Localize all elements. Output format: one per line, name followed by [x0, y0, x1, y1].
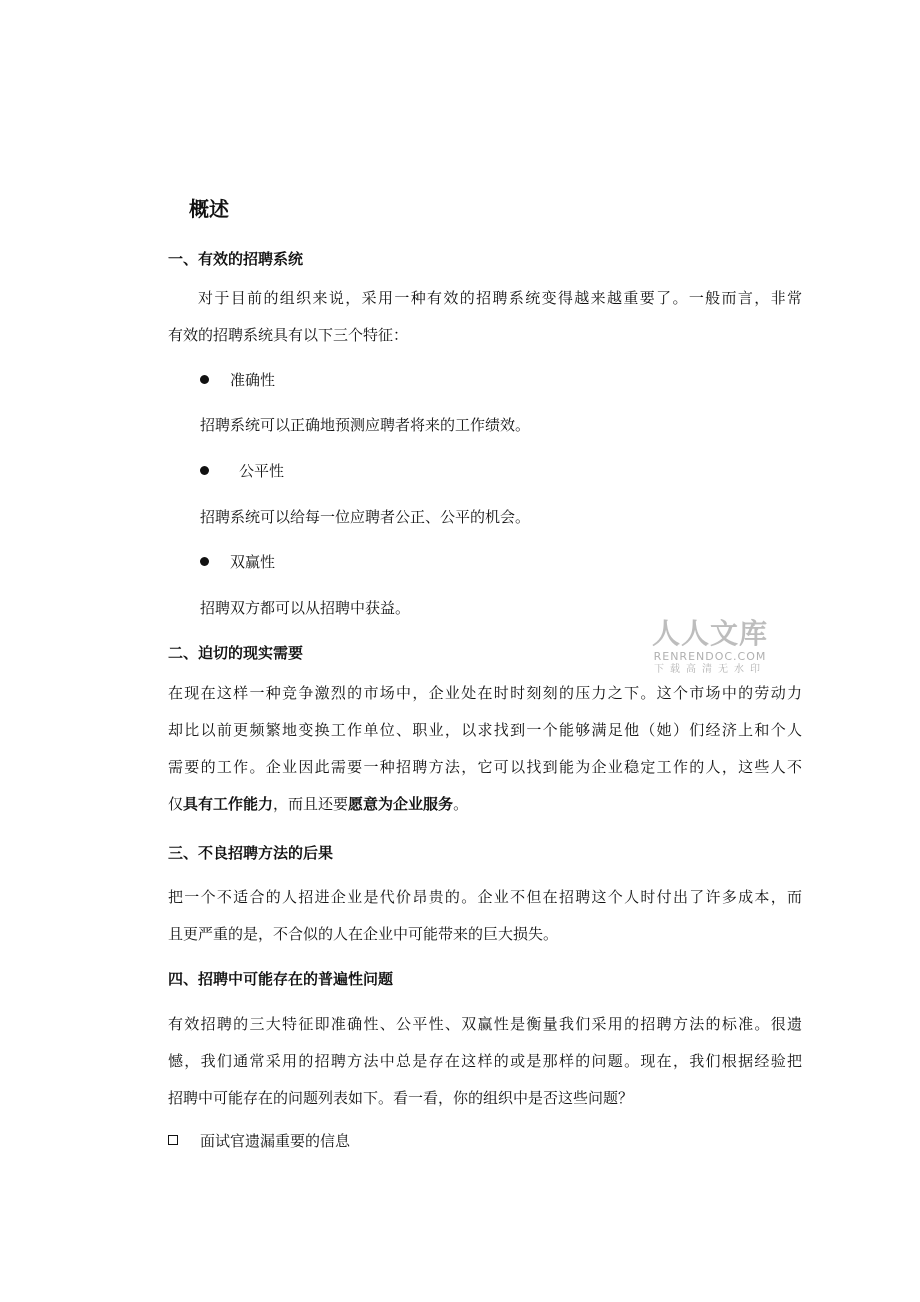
- section-heading-4: 四、招聘中可能存在的普遍性问题: [168, 970, 394, 988]
- feature-label: 准确性: [230, 371, 276, 389]
- watermark-title: 人人文库: [651, 617, 768, 650]
- checklist-item-label: 面试官遗漏重要的信息: [200, 1132, 351, 1150]
- checklist-item: [168, 1131, 350, 1151]
- section-heading-2: 二、迫切的现实需要: [168, 644, 304, 662]
- feature-item-win-win: [200, 552, 275, 572]
- paragraph-line: 把一个不适合的人招进企业是代价昂贵的。企业不但在招聘这个人时付出了许多成本，而: [168, 888, 802, 906]
- feature-label: 公平性: [239, 462, 285, 480]
- paragraph-line: 需要的工作。企业因此需要一种招聘方法，它可以找到能为企业稳定工作的人，这些人不: [168, 758, 802, 776]
- checkbox-square-icon: [168, 1135, 178, 1145]
- paragraph-line: [168, 786, 802, 823]
- text-run: 仅: [168, 795, 184, 813]
- paragraph-line: 招聘中可能存在的问题列表如下。看一看，你的组织中是否这些问题？: [168, 1089, 634, 1107]
- bullet-dot-icon: [200, 557, 209, 566]
- feature-description: 招聘系统可以正确地预测应聘者将来的工作绩效。: [200, 416, 531, 434]
- watermark-url: RENRENDOC.COM: [653, 650, 767, 663]
- emphasis-willing: 愿意为企业服务: [348, 795, 454, 813]
- paragraph-line: 对于目前的组织来说，采用一种有效的招聘系统变得越来越重要了。一般而言，非常: [198, 289, 802, 307]
- paragraph-line: 且更严重的是，不合似的人在企业中可能带来的巨大损失。: [168, 925, 559, 943]
- section-heading-3: 三、不良招聘方法的后果: [168, 844, 334, 862]
- feature-item-accuracy: [200, 370, 275, 390]
- section-2-body: [168, 675, 802, 823]
- feature-label: 双赢性: [230, 553, 276, 571]
- feature-description: 招聘系统可以给每一位应聘者公正、公平的机会。: [200, 508, 531, 526]
- paragraph-line: 有效的招聘系统具有以下三个特征：: [168, 326, 409, 344]
- text-run: 。: [453, 795, 469, 813]
- paragraph-line: 却比以前更频繁地变换工作单位、职业，以求找到一个能够满足他（她）们经济上和个人: [168, 721, 802, 739]
- paragraph-line: 憾，我们通常采用的招聘方法中总是存在这样的或是那样的问题。现在，我们根据经验把: [168, 1052, 802, 1070]
- emphasis-ability: 具有工作能力: [183, 795, 274, 813]
- bullet-dot-icon: [200, 375, 209, 384]
- watermark: [646, 618, 774, 676]
- section-heading-1: 一、有效的招聘系统: [168, 250, 304, 268]
- text-run: ，而且还要: [273, 795, 349, 813]
- paragraph-line: 在现在这样一种竞争激烈的市场中，企业处在时时刻刻的压力之下。这个市场中的劳动力: [168, 684, 802, 702]
- watermark-subtitle: 下载高清无水印: [654, 664, 766, 675]
- feature-description: 招聘双方都可以从招聘中获益。: [200, 599, 411, 617]
- section-1-intro: [168, 280, 802, 354]
- section-4-body: [168, 1006, 802, 1117]
- section-3-body: [168, 879, 802, 953]
- paragraph-line: 有效招聘的三大特征即准确性、公平性、双赢性是衡量我们采用的招聘方法的标准。很遗: [168, 1015, 802, 1033]
- page-title: 概述: [189, 197, 229, 221]
- feature-item-fairness: [200, 461, 284, 481]
- bullet-dot-icon: [200, 466, 209, 475]
